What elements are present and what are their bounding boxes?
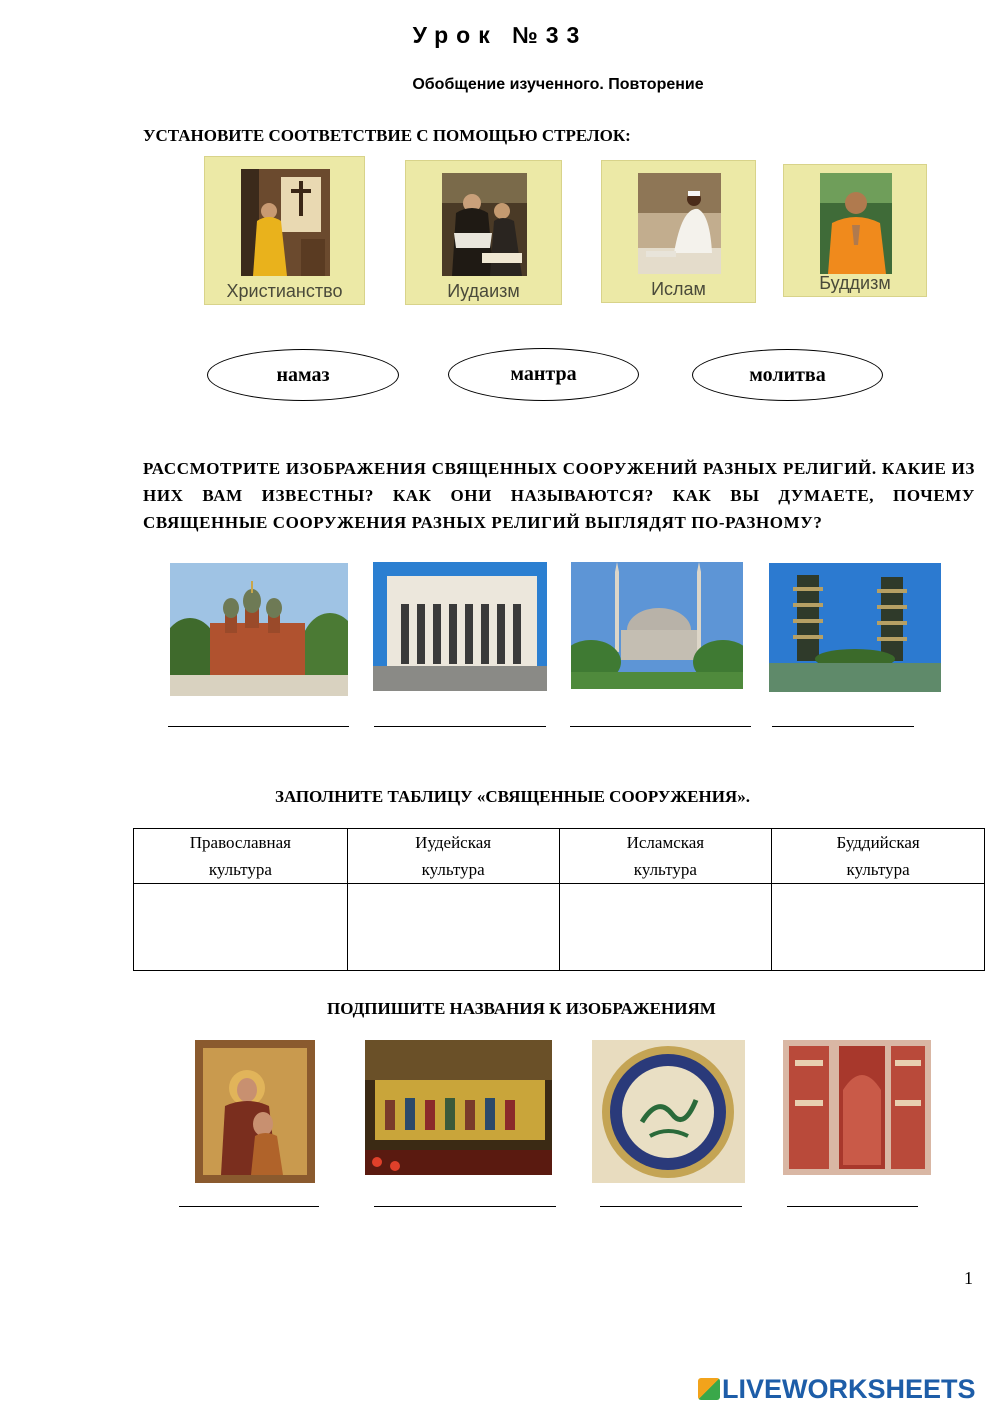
fresco-photo bbox=[365, 1040, 552, 1175]
orthodox-church-photo bbox=[170, 563, 348, 696]
answer-line[interactable] bbox=[374, 1206, 556, 1207]
lesson-title: Урок №33 bbox=[412, 22, 588, 48]
task4-heading: ПОДПИШИТЕ НАЗВАНИЯ К ИЗОБРАЖЕНИЯМ bbox=[327, 999, 716, 1018]
sacred-buildings-table bbox=[133, 828, 985, 971]
ornament-photo bbox=[783, 1040, 931, 1175]
religion-card-buddhism[interactable] bbox=[783, 164, 927, 297]
christianity-photo bbox=[241, 169, 330, 276]
icon-painting-photo bbox=[195, 1040, 315, 1183]
task3-heading: ЗАПОЛНИТЕ ТАБЛИЦУ «СВЯЩЕННЫЕ СООРУЖЕНИЯ». bbox=[275, 787, 750, 806]
pagodas-photo bbox=[769, 563, 941, 692]
answer-line[interactable] bbox=[772, 726, 914, 727]
page-number: 1 bbox=[964, 1268, 973, 1288]
buddhism-photo bbox=[820, 173, 892, 274]
column-header-islamic: Исламская культура bbox=[559, 829, 772, 884]
column-header-orthodox: Православная культура bbox=[134, 829, 348, 884]
card-label: Христианство bbox=[226, 281, 343, 301]
answer-line[interactable] bbox=[787, 1206, 918, 1207]
mosque-photo bbox=[571, 562, 743, 689]
religion-card-judaism[interactable] bbox=[405, 160, 562, 305]
card-label: Ислам bbox=[651, 279, 706, 299]
islam-photo bbox=[638, 173, 721, 274]
column-header-buddhist: Буддийская культура bbox=[772, 829, 985, 884]
calligraphy-photo bbox=[592, 1040, 745, 1183]
answer-line[interactable] bbox=[374, 726, 546, 727]
liveworksheets-logo: LIVEWORKSHEETS bbox=[698, 1374, 976, 1405]
task1-heading: УСТАНОВИТЕ СООТВЕТСТВИЕ С ПОМОЩЬЮ СТРЕЛОК: bbox=[143, 126, 631, 145]
task2-instructions: РАССМОТРИТЕ ИЗОБРАЖЕНИЯ СВЯЩЕННЫХ СООРУЖЕНИЙ РАЗНЫХ РЕЛИГИЙ. КАКИЕ ИЗ НИХ ВАМ ИЗВЕСТНЫ? КАК ОНИ НАЗЫВАЮТСЯ? КАК ВЫ ДУМАЕТЕ, ПОЧЕМУ СВЯЩЕННЫЕ СООРУЖЕНИЯ РАЗНЫХ РЕЛИГИЙ ВЫГЛЯДЯТ ПО-РАЗНОМУ? bbox=[143, 459, 975, 532]
answer-line[interactable] bbox=[168, 726, 349, 727]
religion-card-islam[interactable] bbox=[601, 160, 756, 303]
answer-cell[interactable] bbox=[772, 884, 985, 971]
synagogue-photo bbox=[373, 562, 547, 691]
answer-cell[interactable] bbox=[559, 884, 772, 971]
answer-line[interactable] bbox=[600, 1206, 742, 1207]
answer-cell[interactable] bbox=[347, 884, 559, 971]
answer-cell[interactable] bbox=[134, 884, 348, 971]
card-label: Иудаизм bbox=[447, 281, 520, 301]
judaism-photo bbox=[442, 173, 527, 276]
answer-line[interactable] bbox=[570, 726, 751, 727]
card-label: Буддизм bbox=[819, 273, 891, 293]
oval-molitva[interactable]: молитва bbox=[692, 349, 883, 401]
lesson-subtitle: Обобщение изученного. Повторение bbox=[412, 76, 704, 93]
logo-icon bbox=[698, 1378, 720, 1400]
oval-namaz[interactable]: намаз bbox=[207, 349, 399, 401]
column-header-judaic: Иудейская культура bbox=[347, 829, 559, 884]
answer-line[interactable] bbox=[179, 1206, 319, 1207]
religion-card-christianity[interactable] bbox=[204, 156, 365, 305]
oval-mantra[interactable]: мантра bbox=[448, 348, 639, 401]
